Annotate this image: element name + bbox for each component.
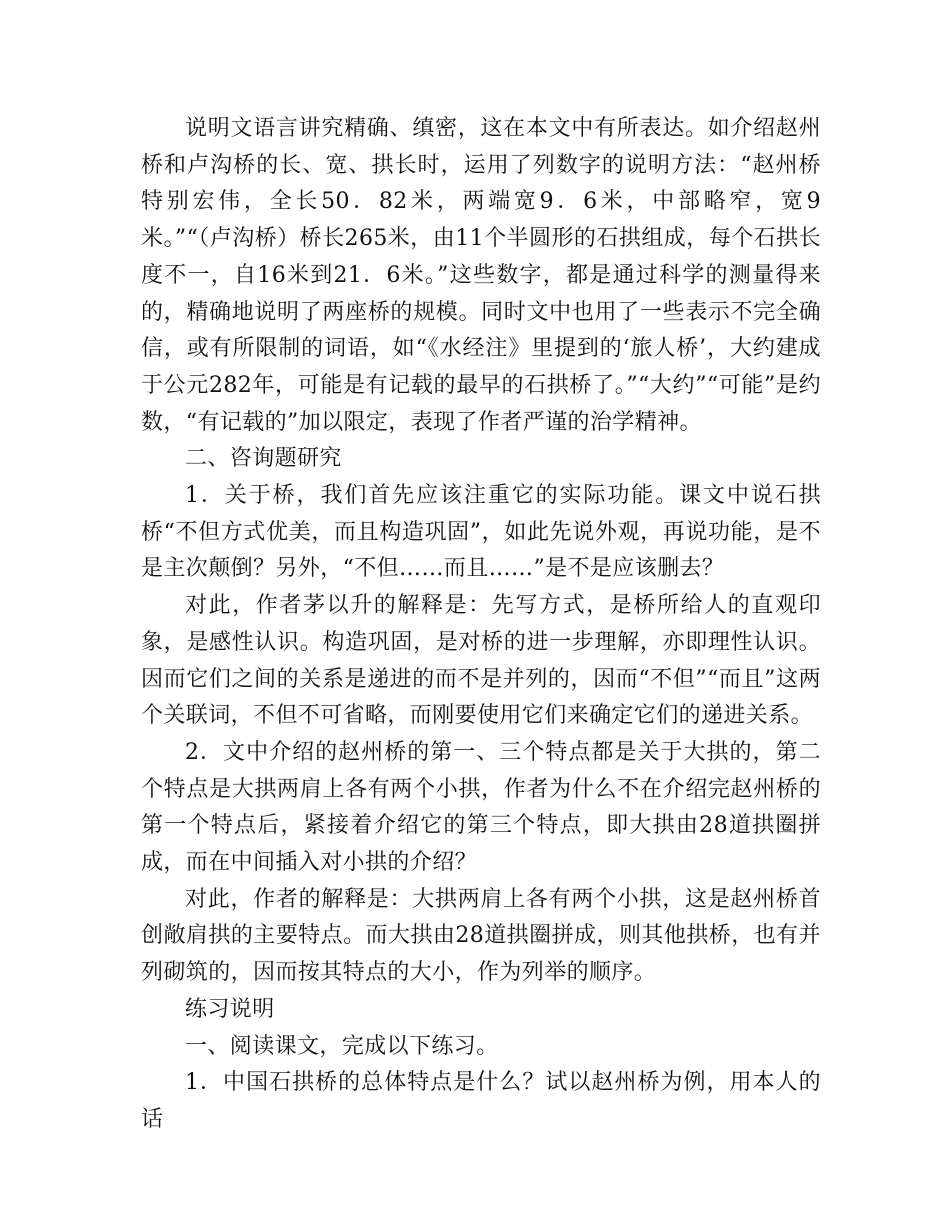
section-heading-exercise-notes: 练习说明 <box>185 996 275 1022</box>
document-body <box>141 111 821 1139</box>
paragraph-answer-1: 对此，作者茅以升的解释是：先写方式，是桥所给人的直观印象，是感性认识。构造巩固，是对桥的进一步理解，亦即理性认识。因而它们之间的关系是递进的而不是并列的，因而“不但”“而且”这两个关联词，不但不可省略，而刚要使用它们来确定它们的递进关系。 <box>141 593 821 729</box>
paragraph-exercise-1: 1．中国石拱桥的总体特点是什么？试以赵州桥为例，用本人的话 <box>141 1070 821 1132</box>
section-heading-question-research: 二、咨询题研究 <box>185 446 342 472</box>
paragraph-question-2: 2．文中介绍的赵州桥的第一、三个特点都是关于大拱的，第二个特点是大拱两肩上各有两个小拱，作者为什么不在介绍完赵州桥的第一个特点后，紧接着介绍它的第三个特点，即大拱由28道拱圈拼成，而在中间插入对小拱的介绍？ <box>141 739 821 876</box>
paragraph-question-1: 1．关于桥，我们首先应该注重它的实际功能。课文中说石拱桥“不但方式优美，而且构造巩固”，如此先说外观，再说功能，是不是主次颠倒？另外，“不但……而且……”是不是应该删去？ <box>141 483 821 582</box>
paragraph-language-precision: 说明文语言讲究精确、缜密，这在本文中有所表达。如介绍赵州桥和卢沟桥的长、宽、拱长时，运用了列数字的说明方法：“赵州桥特别宏伟，全长50．82米，两端宽9．6米，中部略窄，宽9米。”“（卢沟桥）桥长265米，由11个半圆形的石拱组成，每个石拱长度不一，自16米到21．6米。”这些数字，都是通过科学的测量得来的，精确地说明了两座桥的规模。同时文中也用了一些表示不完全确信，或有所限制的词语，如“《水经注》里提到的‘旅人桥’，大约建成于公元282年，可能是有记载的最早的石拱桥了。”“大约”“可能”是约数，“有记载的”加以限定，表现了作者严谨的治学精神。 <box>141 116 821 435</box>
paragraph-answer-2: 对此，作者的解释是：大拱两肩上各有两个小拱，这是赵州桥首创敞肩拱的主要特点。而大拱由28道拱圈拼成，则其他拱桥，也有并列砌筑的，因而按其特点的大小，作为列举的顺序。 <box>141 886 821 986</box>
subsection-heading-read-text: 一、阅读课文，完成以下练习。 <box>185 1033 499 1059</box>
